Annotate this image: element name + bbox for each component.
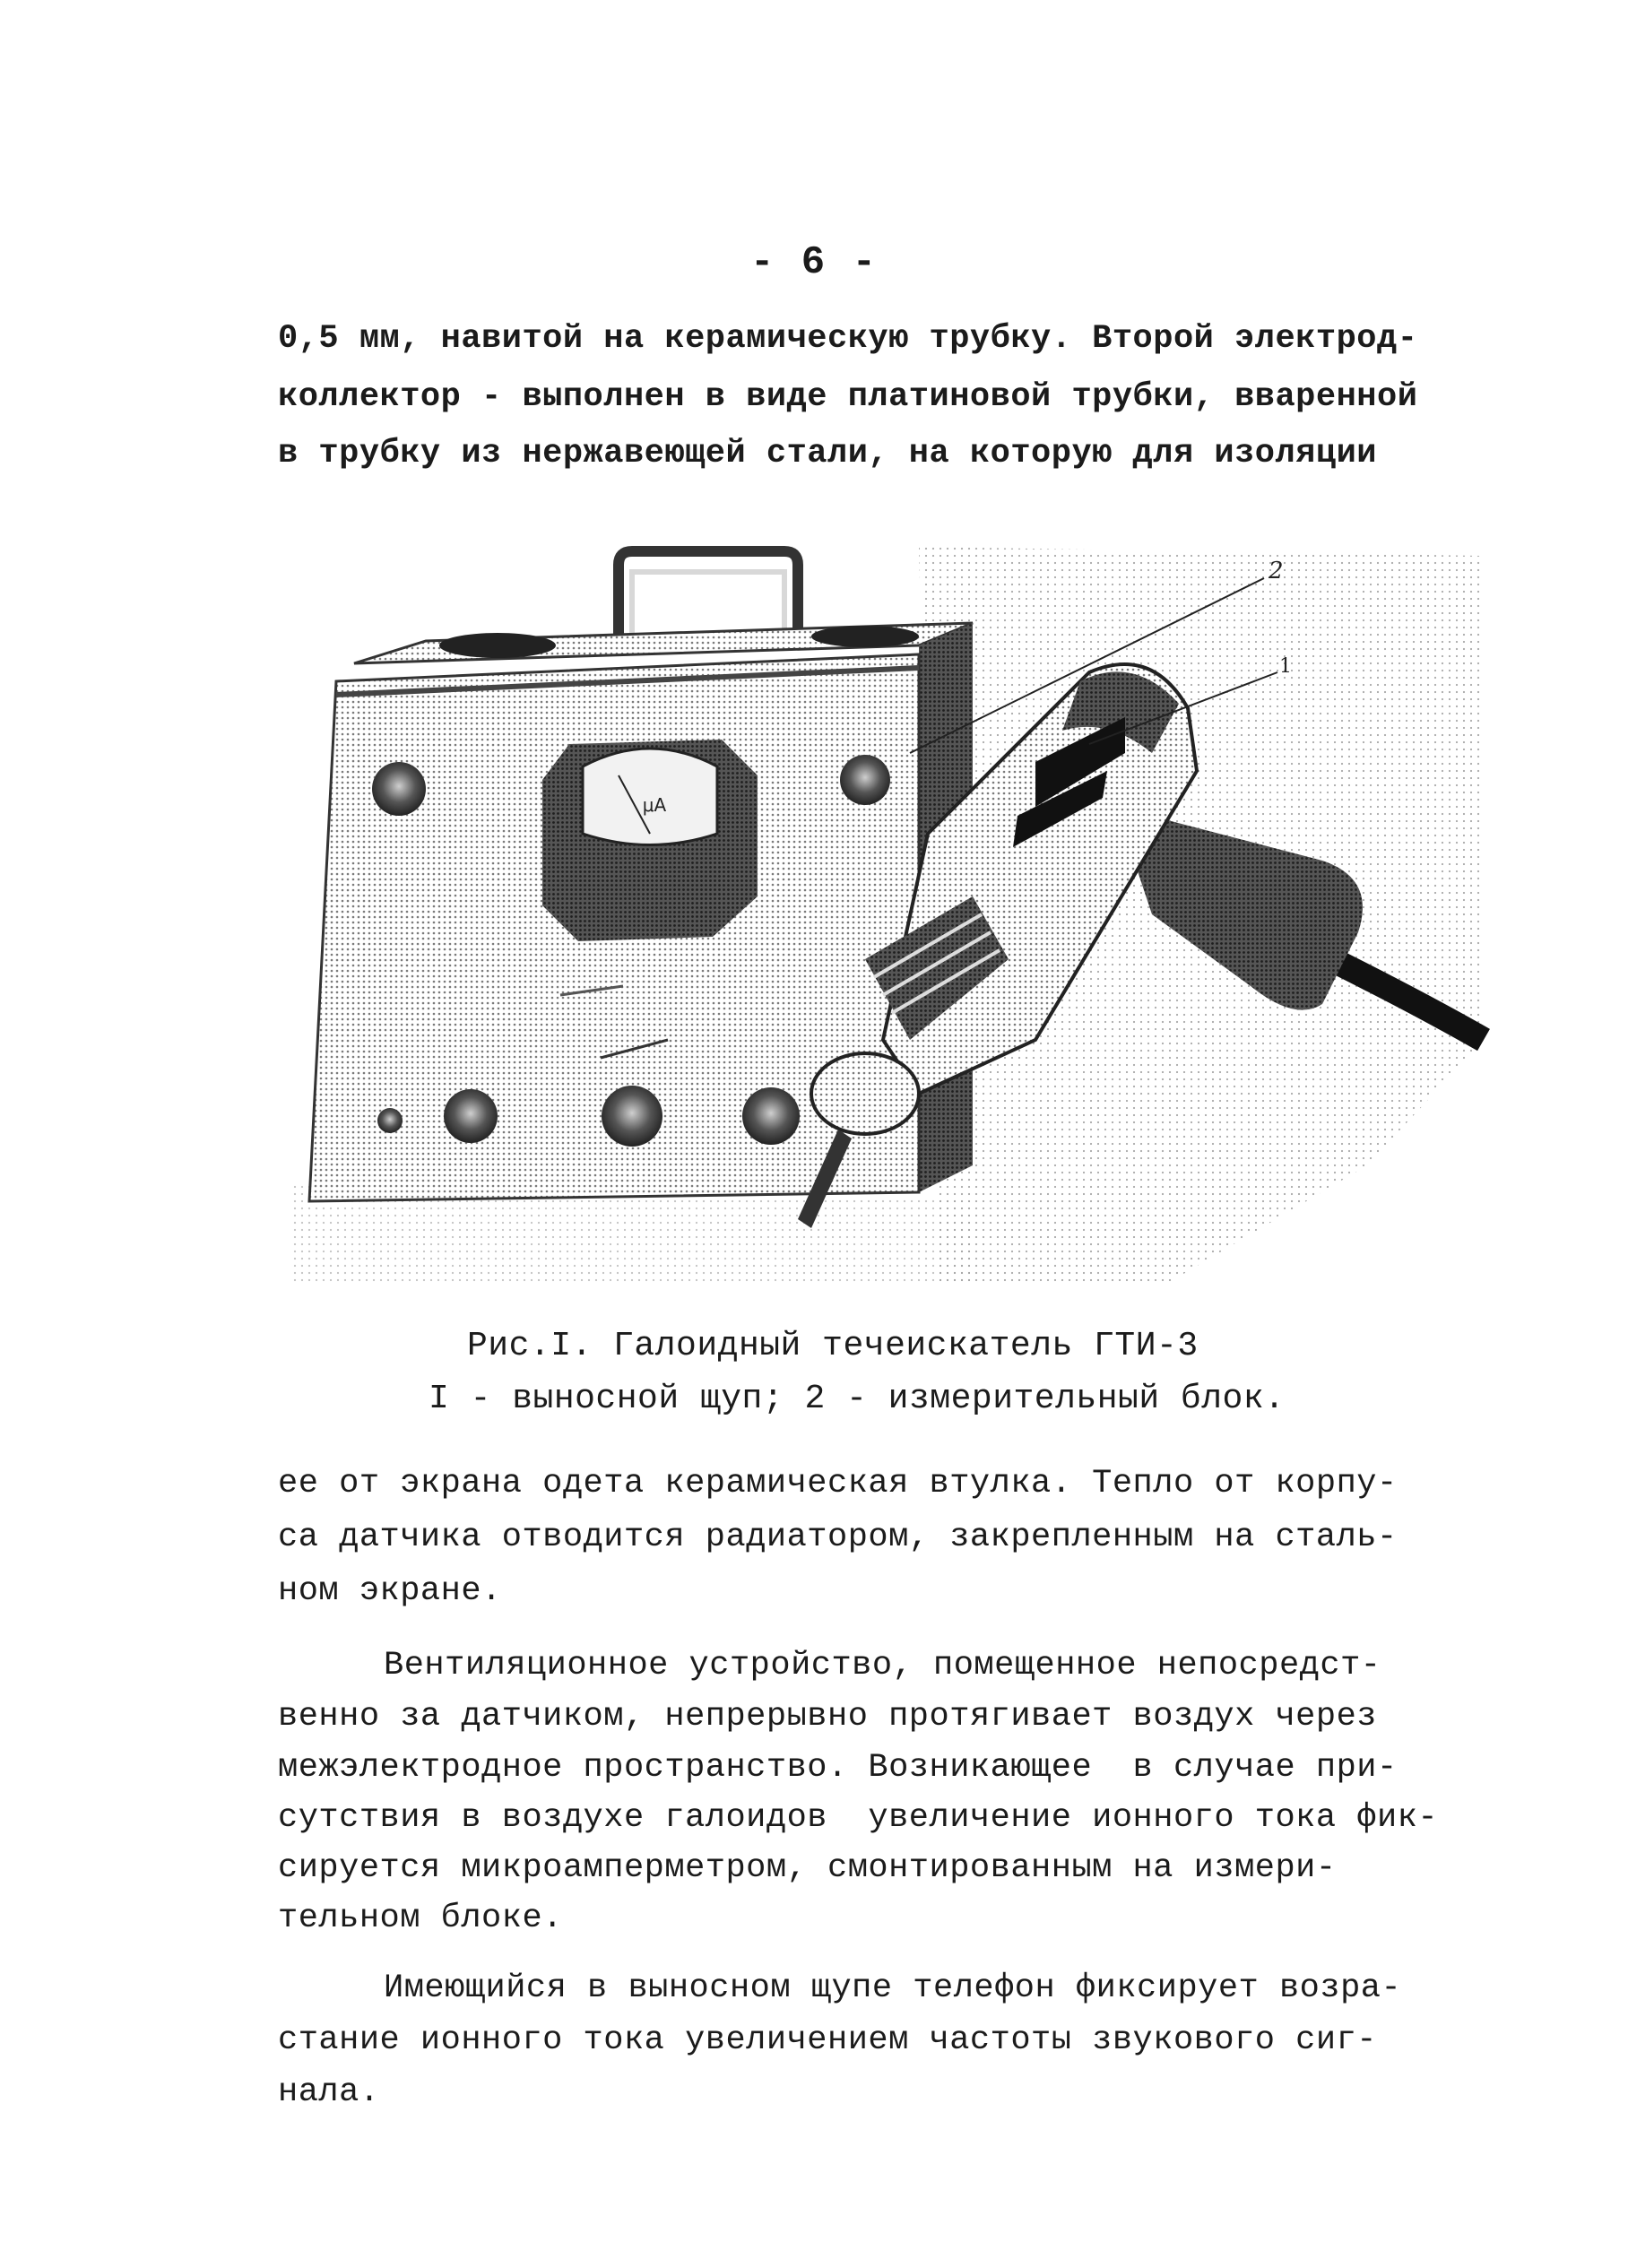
callout-label-1: 1 bbox=[1279, 655, 1292, 678]
text-line: Вентиляционное устройство, помещенное непосредст- bbox=[384, 1647, 1381, 1684]
knob-icon bbox=[444, 1089, 498, 1143]
text-line: Имеющийся в выносном щупе телефон фиксирует возра- bbox=[384, 1969, 1402, 2007]
text-line: коллектор - выполнен в виде платиновой трубки, вваренной bbox=[278, 378, 1418, 416]
text-line: 0,5 мм, навитой на керамическую трубку. Второй электрод- bbox=[278, 320, 1418, 358]
text-line: сируется микроамперметром, смонтированным на измери- bbox=[278, 1849, 1337, 1887]
text-line: в трубку из нержавеющей стали, на которую для изоляции bbox=[278, 435, 1377, 472]
caption-legend: I - выносной щуп; 2 - измерительный блок. bbox=[429, 1380, 1286, 1418]
knob-icon bbox=[840, 755, 890, 805]
text-line: ее от экрана одета керамическая втулка. Тепло от корпу- bbox=[278, 1465, 1398, 1502]
text-line: тельном блоке. bbox=[278, 1900, 563, 1937]
text-line: венно за датчиком, непрерывно протягивает воздух через bbox=[278, 1698, 1377, 1736]
knob-icon bbox=[372, 762, 426, 816]
text-line: межэлектродное пространство. Возникающее в случае при- bbox=[278, 1749, 1398, 1787]
carry-handle bbox=[619, 551, 798, 636]
page-number: - 6 - bbox=[749, 240, 879, 285]
caption-title: Рис.I. Галоидный течеискатель ГТИ-3 bbox=[467, 1327, 1199, 1365]
microammeter bbox=[542, 740, 758, 941]
knob-icon bbox=[742, 1087, 800, 1145]
text-line: нала. bbox=[278, 2073, 380, 2111]
text-line: сутствия в воздухе галоидов увеличение ионного тока фик- bbox=[278, 1799, 1439, 1837]
callout-label-2: 2 bbox=[1269, 558, 1284, 584]
text-line: ном экране. bbox=[278, 1572, 502, 1610]
connector-icon bbox=[602, 1086, 662, 1147]
meter-unit-label: μA bbox=[642, 794, 667, 816]
text-line: стание ионного тока увеличением частоты звукового сиг- bbox=[278, 2021, 1377, 2059]
leak-detector-photo bbox=[291, 538, 1493, 1282]
text-line: са датчика отводится радиатором, закрепленным на сталь- bbox=[278, 1519, 1398, 1556]
toggle-switch-icon bbox=[377, 1108, 403, 1133]
